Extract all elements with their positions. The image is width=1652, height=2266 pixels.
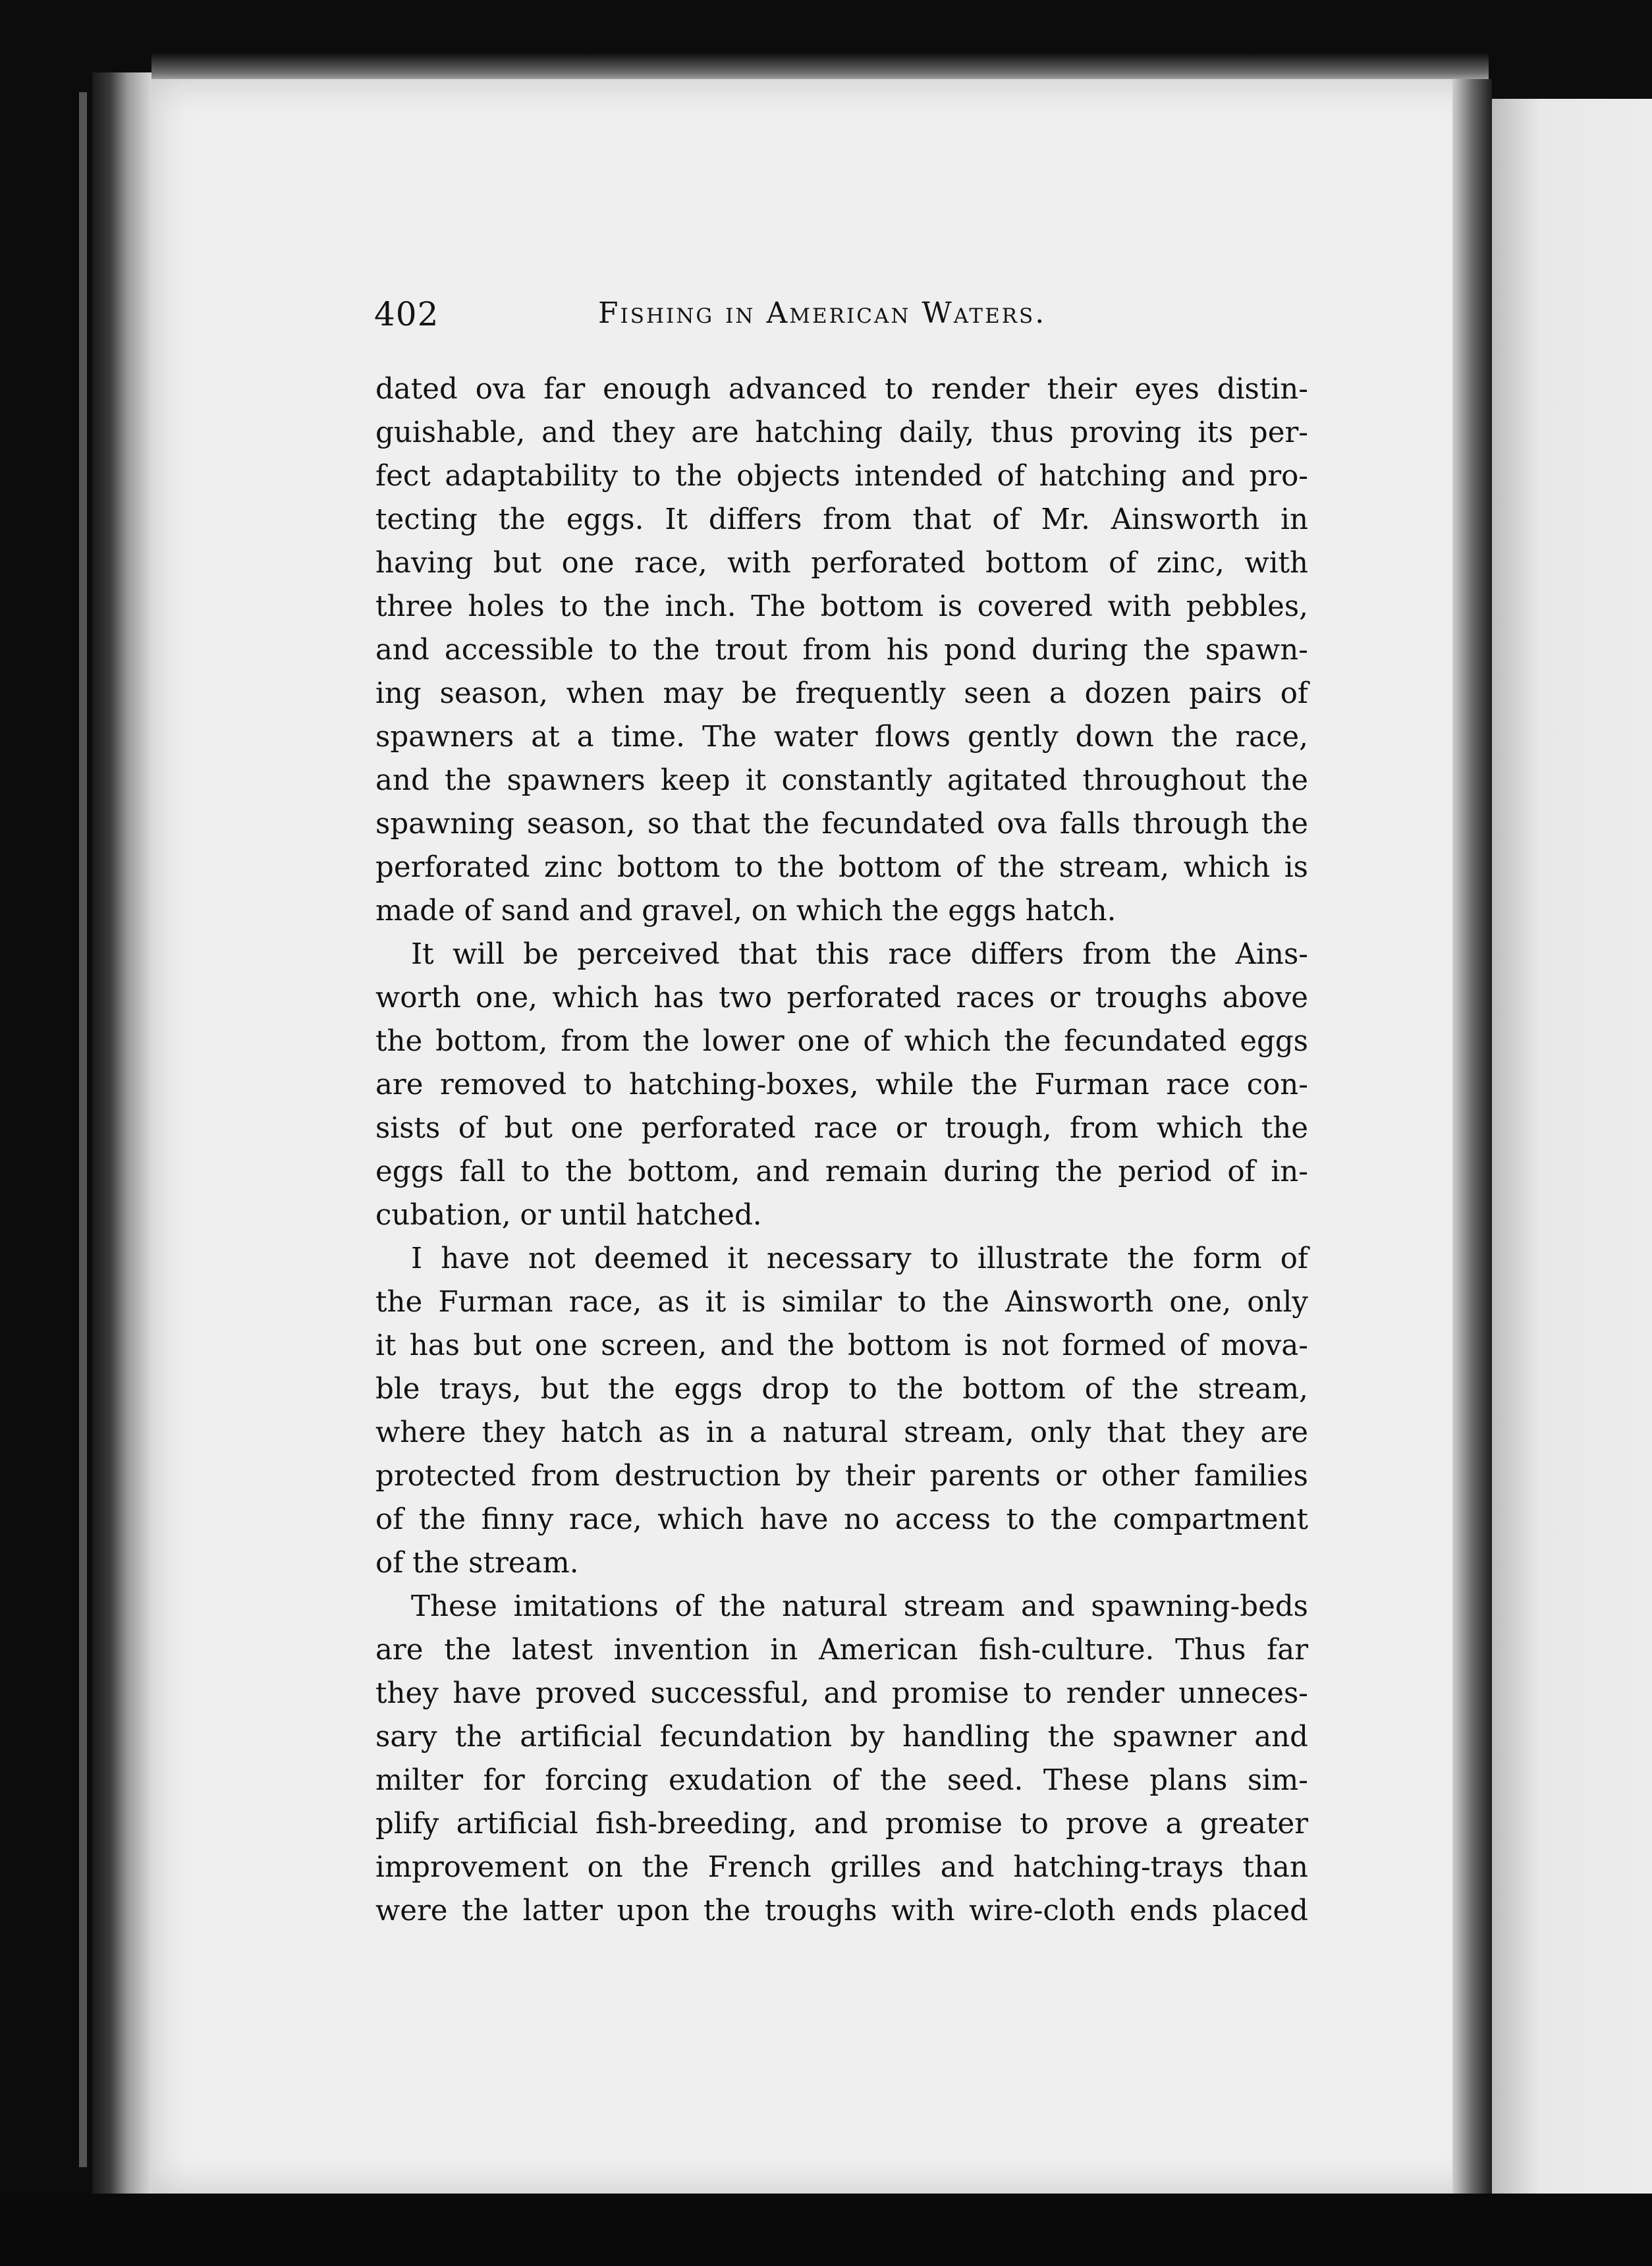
text-line: of the finny race, which have no access to the compartment [375,1503,1308,1536]
paragraph [375,933,1308,1237]
text-line: spawning season, so that the fecundated ova falls through the [375,808,1308,841]
text-line: plify artificial fish-breeding, and promise to prove a greater [375,1808,1308,1840]
text-line: protected from destruction by their parents or other families [375,1460,1308,1493]
text-line: tecting the eggs. It differs from that of Mr. Ainsworth in [375,503,1308,536]
text-line: the bottom, from the lower one of which the fecundated eggs [375,1025,1308,1058]
text-line: guishable, and they are hatching daily, thus proving its per- [375,416,1308,449]
page-number: 402 [374,295,439,333]
text-line: were the latter upon the troughs with wire-cloth ends placed [375,1894,1308,1927]
text-line: where they hatch as in a natural stream, only that they are [375,1416,1308,1449]
text-line: three holes to the inch. The bottom is covered with pebbles, [375,590,1308,623]
text-line: These imitations of the natural stream and spawning-beds [411,1590,1308,1623]
text-line: It will be perceived that this race differs from the Ains- [411,938,1308,971]
scan-border-bottom [0,2194,1652,2266]
paragraph [375,1585,1308,1933]
text-line: they have proved successful, and promise to render unneces- [375,1677,1308,1710]
text-line: of the stream. [375,1547,579,1580]
text-line: improvement on the French grilles and hatching-trays than [375,1851,1308,1884]
text-line: sary the artificial fecundation by handling the spawner and [375,1721,1308,1754]
text-line: ble trays, but the eggs drop to the bottom of the stream, [375,1373,1308,1406]
binding-edge [79,92,87,2167]
text-line: it has but one screen, and the bottom is not formed of mova- [375,1329,1308,1362]
text-line: dated ova far enough advanced to render their eyes distin- [375,373,1308,406]
page-fold-shadow [1452,79,1492,2194]
text-line: fect adaptability to the objects intended of hatching and pro- [375,460,1308,493]
text-line: made of sand and gravel, on which the eggs hatch. [375,895,1116,927]
text-line: cubation, or until hatched. [375,1199,762,1232]
paragraph [375,368,1308,933]
text-line: and the spawners keep it constantly agitated throughout the [375,764,1308,797]
text-line: having but one race, with perforated bottom of zinc, with [375,547,1308,580]
text-line: and accessible to the trout from his pond during the spawn- [375,634,1308,667]
text-line: are the latest invention in American fish-culture. Thus far [375,1634,1308,1667]
text-line: sists of but one perforated race or trough, from which the [375,1112,1308,1145]
text-line: are removed to hatching-boxes, while the Furman race con- [375,1068,1308,1101]
text-line: spawners at a time. The water flows gently down the race, [375,721,1308,754]
paragraph [375,1237,1308,1585]
text-line: ing season, when may be frequently seen a dozen pairs of [375,677,1308,710]
page-gutter-shadow [92,72,151,2200]
adjacent-page-edge [1492,99,1652,2207]
text-line: milter for forcing exudation of the seed. These plans sim- [375,1764,1308,1797]
text-line: perforated zinc bottom to the bottom of the stream, which is [375,851,1308,884]
running-title: Fishing in American Waters. [598,296,1047,330]
text-line: eggs fall to the bottom, and remain during the period of in- [375,1155,1308,1188]
running-head [374,295,1309,341]
text-line: worth one, which has two perforated races or troughs above [375,981,1308,1014]
body-text [375,368,1308,1933]
text-line: I have not deemed it necessary to illustrate the form of [411,1242,1308,1275]
text-line: the Furman race, as it is similar to the Ainsworth one, only [375,1286,1308,1319]
